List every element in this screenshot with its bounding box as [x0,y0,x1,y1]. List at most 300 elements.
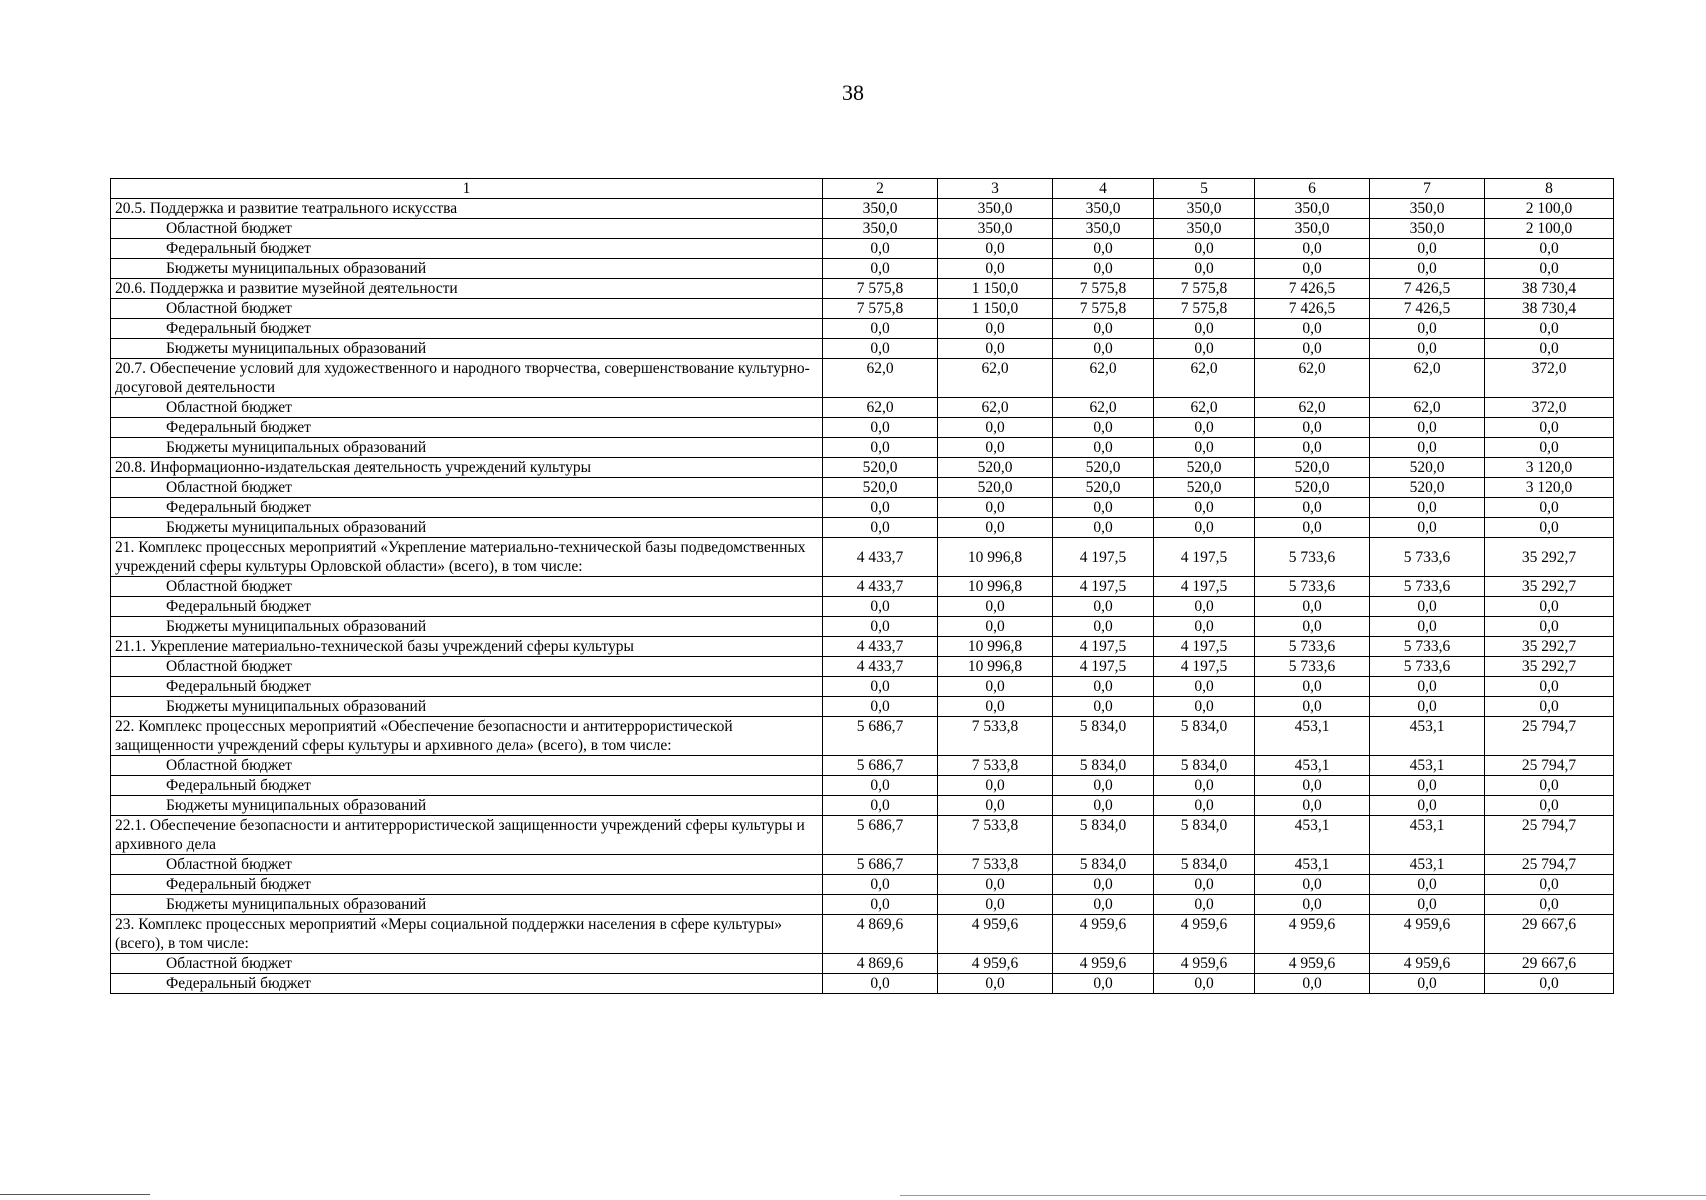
table-cell-value: 7 575,8 [823,279,938,299]
table-cell-value: 0,0 [823,974,938,994]
table-cell-value: 0,0 [1485,518,1614,538]
table-cell-value: 350,0 [1154,199,1255,219]
table-cell-value: 7 575,8 [1154,299,1255,319]
row-label: Бюджеты муниципальных образований [111,518,823,538]
table-cell-value: 0,0 [1053,259,1154,279]
table-cell-value: 350,0 [1370,219,1485,239]
row-label: Федеральный бюджет [111,239,823,259]
table-cell-value: 0,0 [823,259,938,279]
table-cell-value: 7 426,5 [1255,299,1370,319]
table-cell-value: 38 730,4 [1485,299,1614,319]
table-row-budget-source [111,398,1614,418]
table-cell-value: 0,0 [938,319,1053,339]
table-cell-value: 7 533,8 [938,756,1053,776]
table-cell-value: 7 575,8 [1154,279,1255,299]
table-cell-value: 0,0 [1053,974,1154,994]
row-label: 20.7. Обеспечение условий для художественного и народного творчества, совершенствование культурно-досуговой деятельности [111,359,823,398]
table-cell-value: 25 794,7 [1485,855,1614,875]
table-cell-value: 0,0 [1255,418,1370,438]
table-row-budget-source [111,974,1614,994]
table-cell-value: 4 197,5 [1154,657,1255,677]
table-cell-value: 0,0 [1255,796,1370,816]
table-row-item [111,915,1614,954]
table-cell-value: 0,0 [823,518,938,538]
table-cell-value: 4 197,5 [1154,577,1255,597]
table-row-budget-source [111,259,1614,279]
row-label: Областной бюджет [111,954,823,974]
table-cell-value: 0,0 [1053,239,1154,259]
table-cell-value: 10 996,8 [938,577,1053,597]
column-number: 1 [111,179,823,199]
table-cell-value: 4 197,5 [1053,538,1154,577]
table-row-budget-source [111,875,1614,895]
table-cell-value: 0,0 [823,339,938,359]
table-row-budget-source [111,796,1614,816]
table-cell-value: 5 834,0 [1154,756,1255,776]
table-cell-value: 0,0 [1255,776,1370,796]
table-cell-value: 0,0 [1255,974,1370,994]
table-cell-value: 0,0 [1255,498,1370,518]
table-cell-value: 7 533,8 [938,855,1053,875]
row-label: 21.1. Укрепление материально-технической базы учреждений сферы культуры [111,637,823,657]
table-cell-value: 0,0 [823,438,938,458]
table-cell-value: 0,0 [1154,677,1255,697]
table-cell-value: 0,0 [1053,617,1154,637]
table-cell-value: 520,0 [1154,458,1255,478]
table-row-item [111,637,1614,657]
table-cell-value: 0,0 [1370,974,1485,994]
table-cell-value: 0,0 [1154,518,1255,538]
table-cell-value: 62,0 [1255,359,1370,398]
table-cell-value: 0,0 [938,617,1053,637]
table-cell-value: 0,0 [1485,438,1614,458]
table-cell-value: 453,1 [1370,717,1485,756]
table-cell-value: 4 959,6 [1370,954,1485,974]
table-cell-value: 62,0 [823,398,938,418]
row-label: 23. Комплекс процессных мероприятий «Меры социальной поддержки населения в сфере культуры» (всего), в том числе: [111,915,823,954]
table-cell-value: 0,0 [1485,697,1614,717]
table-row-item [111,458,1614,478]
table-row-budget-source [111,239,1614,259]
table-row-budget-source [111,319,1614,339]
table-cell-value: 35 292,7 [1485,577,1614,597]
table-cell-value: 350,0 [1154,219,1255,239]
row-label: Областной бюджет [111,577,823,597]
row-label: Областной бюджет [111,756,823,776]
table-cell-value: 0,0 [1053,498,1154,518]
table-cell-value: 0,0 [1255,597,1370,617]
table-cell-value: 0,0 [938,875,1053,895]
row-label: Бюджеты муниципальных образований [111,697,823,717]
table-cell-value: 0,0 [1485,597,1614,617]
table-cell-value: 7 575,8 [823,299,938,319]
table-cell-value: 453,1 [1255,717,1370,756]
table-cell-value: 62,0 [1370,398,1485,418]
table-cell-value: 0,0 [1370,259,1485,279]
table-cell-value: 4 959,6 [1154,954,1255,974]
table-cell-value: 7 575,8 [1053,279,1154,299]
table-cell-value: 25 794,7 [1485,717,1614,756]
table-cell-value: 0,0 [938,796,1053,816]
table-cell-value: 5 686,7 [823,756,938,776]
table-row-budget-source [111,219,1614,239]
table-cell-value: 520,0 [1053,458,1154,478]
table-cell-value: 453,1 [1255,816,1370,855]
table-row-item [111,717,1614,756]
table-cell-value: 4 959,6 [938,915,1053,954]
row-label: 21. Комплекс процессных мероприятий «Укрепление материально-технической базы подведомственных учреждений сферы культуры Орловской области» (всего), в том числе: [111,538,823,577]
row-label: Федеральный бюджет [111,319,823,339]
table-cell-value: 62,0 [1255,398,1370,418]
table-cell-value: 2 100,0 [1485,199,1614,219]
table-cell-value: 0,0 [1255,895,1370,915]
table-row-item [111,538,1614,577]
table-cell-value: 0,0 [1255,259,1370,279]
column-number: 2 [823,179,938,199]
table-cell-value: 5 834,0 [1053,717,1154,756]
table-cell-value: 5 733,6 [1370,577,1485,597]
table-cell-value: 0,0 [938,697,1053,717]
table-cell-value: 350,0 [938,219,1053,239]
table-cell-value: 520,0 [1255,458,1370,478]
table-row-budget-source [111,597,1614,617]
table-row-budget-source [111,855,1614,875]
table-row-budget-source [111,657,1614,677]
table-cell-value: 0,0 [1370,697,1485,717]
row-label: Федеральный бюджет [111,974,823,994]
table-cell-value: 0,0 [1255,677,1370,697]
row-label: Областной бюджет [111,219,823,239]
table-cell-value: 35 292,7 [1485,538,1614,577]
table-cell-value: 0,0 [938,518,1053,538]
table-cell-value: 0,0 [1485,617,1614,637]
table-cell-value: 4 959,6 [1053,954,1154,974]
column-number: 6 [1255,179,1370,199]
table-cell-value: 0,0 [1485,875,1614,895]
table-cell-value: 10 996,8 [938,657,1053,677]
row-label: 22. Комплекс процессных мероприятий «Обеспечение безопасности и антитеррористической защищенности учреждений сферы культуры и архивного дела» (всего), в том числе: [111,717,823,756]
table-cell-value: 25 794,7 [1485,756,1614,776]
table-cell-value: 520,0 [1370,458,1485,478]
table-cell-value: 0,0 [938,597,1053,617]
row-label: Областной бюджет [111,299,823,319]
table-row-budget-source [111,339,1614,359]
column-number: 5 [1154,179,1255,199]
table-cell-value: 0,0 [938,776,1053,796]
table-cell-value: 4 869,6 [823,915,938,954]
table-cell-value: 0,0 [823,498,938,518]
table-cell-value: 4 433,7 [823,577,938,597]
table-cell-value: 0,0 [938,239,1053,259]
table-cell-value: 25 794,7 [1485,816,1614,855]
row-label: Бюджеты муниципальных образований [111,617,823,637]
table-cell-value: 0,0 [1485,239,1614,259]
table-cell-value: 0,0 [1370,498,1485,518]
table-cell-value: 0,0 [823,776,938,796]
table-cell-value: 453,1 [1370,816,1485,855]
table-cell-value: 62,0 [1370,359,1485,398]
column-number: 8 [1485,179,1614,199]
table-row-budget-source [111,478,1614,498]
table-cell-value: 5 686,7 [823,816,938,855]
table-cell-value: 372,0 [1485,359,1614,398]
table-cell-value: 350,0 [1255,199,1370,219]
row-label: Федеральный бюджет [111,677,823,697]
table-cell-value: 0,0 [1485,418,1614,438]
column-number: 4 [1053,179,1154,199]
row-label: Федеральный бюджет [111,418,823,438]
table-cell-value: 0,0 [1053,438,1154,458]
row-label: Федеральный бюджет [111,597,823,617]
table-cell-value: 350,0 [823,219,938,239]
table-row-budget-source [111,438,1614,458]
table-row-budget-source [111,954,1614,974]
table-cell-value: 520,0 [823,458,938,478]
table-cell-value: 4 197,5 [1053,637,1154,657]
table-cell-value: 0,0 [1154,974,1255,994]
column-number: 3 [938,179,1053,199]
table-cell-value: 0,0 [1154,239,1255,259]
table-cell-value: 0,0 [1255,319,1370,339]
table-cell-value: 4 197,5 [1154,637,1255,657]
table-cell-value: 0,0 [1053,597,1154,617]
row-label: Федеральный бюджет [111,776,823,796]
row-label: Бюджеты муниципальных образований [111,438,823,458]
row-label: Бюджеты муниципальных образований [111,895,823,915]
table-row-budget-source [111,895,1614,915]
table-cell-value: 0,0 [1053,418,1154,438]
table-cell-value: 62,0 [823,359,938,398]
row-label: Областной бюджет [111,855,823,875]
table-cell-value: 35 292,7 [1485,657,1614,677]
row-label: Бюджеты муниципальных образований [111,796,823,816]
table-cell-value: 0,0 [823,239,938,259]
table-cell-value: 5 834,0 [1154,855,1255,875]
table-cell-value: 1 150,0 [938,279,1053,299]
table-cell-value: 0,0 [1053,895,1154,915]
table-cell-value: 7 426,5 [1255,279,1370,299]
table-cell-value: 4 433,7 [823,637,938,657]
table-cell-value: 0,0 [823,796,938,816]
table-cell-value: 0,0 [1370,438,1485,458]
table-cell-value: 7 426,5 [1370,279,1485,299]
table-cell-value: 2 100,0 [1485,219,1614,239]
table-cell-value: 0,0 [823,319,938,339]
table-cell-value: 0,0 [1053,697,1154,717]
row-label: Бюджеты муниципальных образований [111,259,823,279]
row-label: 22.1. Обеспечение безопасности и антитеррористической защищенности учреждений сферы культуры и архивного дела [111,816,823,855]
table-cell-value: 0,0 [1154,438,1255,458]
table-cell-value: 7 533,8 [938,816,1053,855]
table-row-item [111,199,1614,219]
table-cell-value: 0,0 [1154,418,1255,438]
table-cell-value: 0,0 [1154,259,1255,279]
table-cell-value: 5 834,0 [1154,816,1255,855]
table-cell-value: 0,0 [1485,498,1614,518]
table-cell-value: 0,0 [1485,776,1614,796]
table-cell-value: 3 120,0 [1485,458,1614,478]
table-cell-value: 0,0 [823,875,938,895]
row-label: Областной бюджет [111,478,823,498]
table-row-budget-source [111,756,1614,776]
table-cell-value: 0,0 [938,677,1053,697]
table-cell-value: 0,0 [1154,776,1255,796]
table-cell-value: 4 959,6 [1154,915,1255,954]
table-cell-value: 350,0 [1053,199,1154,219]
table-cell-value: 35 292,7 [1485,637,1614,657]
table-cell-value: 0,0 [1370,677,1485,697]
table-cell-value: 0,0 [1255,438,1370,458]
table-cell-value: 5 834,0 [1154,717,1255,756]
table-cell-value: 0,0 [1053,518,1154,538]
table-cell-value: 0,0 [1154,875,1255,895]
row-label: 20.6. Поддержка и развитие музейной деятельности [111,279,823,299]
table-cell-value: 3 120,0 [1485,478,1614,498]
table-cell-value: 350,0 [1255,219,1370,239]
table-row-budget-source [111,677,1614,697]
row-label: 20.5. Поддержка и развитие театрального искусства [111,199,823,219]
table-cell-value: 372,0 [1485,398,1614,418]
table-cell-value: 453,1 [1370,855,1485,875]
table-cell-value: 0,0 [1255,617,1370,637]
row-label: 20.8. Информационно-издательская деятельность учреждений культуры [111,458,823,478]
table-cell-value: 0,0 [1485,974,1614,994]
table-cell-value: 4 433,7 [823,538,938,577]
table-cell-value: 5 686,7 [823,717,938,756]
table-row-item [111,359,1614,398]
table-cell-value: 4 959,6 [1053,915,1154,954]
table-cell-value: 350,0 [823,199,938,219]
table-cell-value: 0,0 [1154,895,1255,915]
table-row-budget-source [111,577,1614,597]
table-row-budget-source [111,498,1614,518]
table-cell-value: 0,0 [1154,498,1255,518]
page-number: 38 [842,80,864,105]
table-cell-value: 0,0 [823,597,938,617]
table-row-budget-source [111,776,1614,796]
table-cell-value: 29 667,6 [1485,915,1614,954]
table-cell-value: 4 959,6 [1370,915,1485,954]
table-cell-value: 62,0 [1154,398,1255,418]
table-cell-value: 520,0 [823,478,938,498]
table-cell-value: 4 197,5 [1053,657,1154,677]
table-cell-value: 520,0 [1255,478,1370,498]
table-cell-value: 0,0 [1370,319,1485,339]
table-cell-value: 7 426,5 [1370,299,1485,319]
table-cell-value: 0,0 [1370,597,1485,617]
table-cell-value: 520,0 [1053,478,1154,498]
table-cell-value: 520,0 [1154,478,1255,498]
table-cell-value: 0,0 [823,895,938,915]
table-cell-value: 4 197,5 [1154,538,1255,577]
table-cell-value: 29 667,6 [1485,954,1614,974]
table-cell-value: 10 996,8 [938,538,1053,577]
table-cell-value: 0,0 [1154,617,1255,637]
table-cell-value: 0,0 [938,974,1053,994]
table-cell-value: 4 959,6 [938,954,1053,974]
table-cell-value: 0,0 [823,697,938,717]
table-cell-value: 1 150,0 [938,299,1053,319]
table-cell-value: 0,0 [1370,895,1485,915]
table-cell-value: 4 433,7 [823,657,938,677]
table-cell-value: 350,0 [1370,199,1485,219]
scan-artifact-line [900,1195,1706,1196]
table-cell-value: 4 869,6 [823,954,938,974]
table-cell-value: 0,0 [1154,339,1255,359]
column-number-row [111,179,1614,199]
table-cell-value: 5 733,6 [1370,538,1485,577]
table-cell-value: 0,0 [1255,875,1370,895]
table-cell-value: 0,0 [823,418,938,438]
table-cell-value: 0,0 [1370,339,1485,359]
table-cell-value: 453,1 [1255,855,1370,875]
table-cell-value: 520,0 [1370,478,1485,498]
table-row-budget-source [111,518,1614,538]
table-cell-value: 0,0 [823,617,938,637]
table-cell-value: 0,0 [1370,776,1485,796]
table-cell-value: 0,0 [938,498,1053,518]
table-cell-value: 0,0 [1485,259,1614,279]
table-cell-value: 5 686,7 [823,855,938,875]
table-cell-value: 5 733,6 [1370,637,1485,657]
row-label: Бюджеты муниципальных образований [111,339,823,359]
table-cell-value: 520,0 [938,458,1053,478]
table-cell-value: 453,1 [1255,756,1370,776]
table-cell-value: 0,0 [1370,875,1485,895]
table-cell-value: 350,0 [1053,219,1154,239]
table-cell-value: 7 575,8 [1053,299,1154,319]
table-cell-value: 0,0 [1154,697,1255,717]
table-cell-value: 520,0 [938,478,1053,498]
table-cell-value: 0,0 [1370,239,1485,259]
table-cell-value: 5 834,0 [1053,855,1154,875]
table-cell-value: 62,0 [938,359,1053,398]
table-cell-value: 0,0 [1053,339,1154,359]
table-row-budget-source [111,299,1614,319]
table-cell-value: 0,0 [938,438,1053,458]
row-label: Федеральный бюджет [111,875,823,895]
budget-table [110,178,1614,994]
table-cell-value: 0,0 [1053,875,1154,895]
table-cell-value: 0,0 [1370,518,1485,538]
table-cell-value: 0,0 [1053,677,1154,697]
table-cell-value: 5 834,0 [1053,756,1154,776]
table-cell-value: 62,0 [1053,398,1154,418]
table-row-item [111,279,1614,299]
table-cell-value: 0,0 [1370,796,1485,816]
table-row-item [111,816,1614,855]
table-row-budget-source [111,697,1614,717]
table-cell-value: 5 834,0 [1053,816,1154,855]
table-cell-value: 0,0 [1485,796,1614,816]
table-cell-value: 4 959,6 [1255,954,1370,974]
table-cell-value: 62,0 [1053,359,1154,398]
table-cell-value: 62,0 [938,398,1053,418]
table-cell-value: 10 996,8 [938,637,1053,657]
table-cell-value: 7 533,8 [938,717,1053,756]
table-cell-value: 0,0 [938,418,1053,438]
table-cell-value: 0,0 [1255,518,1370,538]
table-cell-value: 4 197,5 [1053,577,1154,597]
table-cell-value: 0,0 [1053,796,1154,816]
table-cell-value: 0,0 [1255,239,1370,259]
table-cell-value: 62,0 [1154,359,1255,398]
table-cell-value: 350,0 [938,199,1053,219]
table-cell-value: 0,0 [1370,617,1485,637]
row-label: Федеральный бюджет [111,498,823,518]
table-cell-value: 0,0 [1485,319,1614,339]
table-cell-value: 0,0 [1255,339,1370,359]
